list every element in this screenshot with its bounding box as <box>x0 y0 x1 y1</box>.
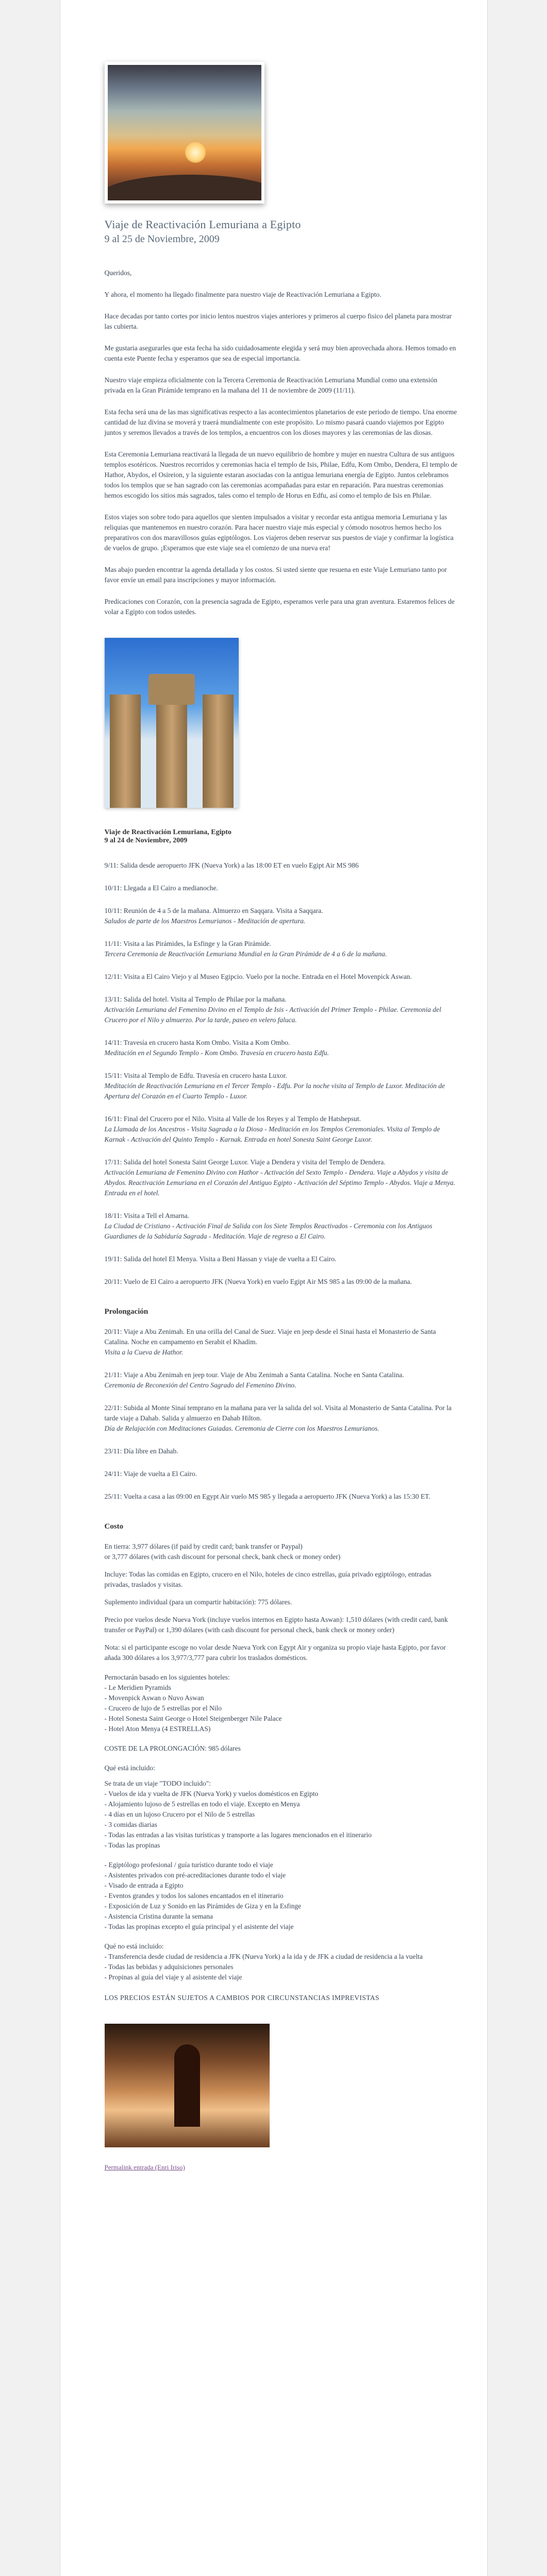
day-date: 12/11: <box>104 973 122 980</box>
intro-section <box>89 268 458 617</box>
not-included-item: - Propinas al guía del viaje y al asistente del viaje <box>104 1973 242 1981</box>
guide-item: - Asistentes privados con pré-acreditaciones durante todo el viaje <box>104 1871 286 1879</box>
intro-paragraph: Queridos, <box>104 269 132 277</box>
day-text: Visita al Templo de Edfu. Travesía en crucero hasta Luxor. <box>123 1072 287 1079</box>
itinerary-days <box>89 860 458 1287</box>
itinerary-day <box>105 1254 458 1264</box>
temple-columns-image <box>105 638 239 808</box>
temple-doorway-image <box>105 2024 270 2147</box>
day-text: Visita a El Cairo Viejo y al Museo Egipcio. Vuelo por la noche. Entrada en el Hotel Movenpick Aswan. <box>123 973 412 980</box>
day-note: Día de Relajación con Meditaciones Guiadas. Ceremonia de Cierre con los Maestros Lemurianos. <box>104 1425 379 1432</box>
itinerary-day <box>105 1157 458 1198</box>
guide-item: - Todas las propinas excepto el guía principal y el asistente del viaje <box>104 1923 294 1930</box>
day-note: Meditación de Reactivación Lemuriana en el Tercer Templo - Edfu. Por la noche visita al Templo de Luxor. Meditación de Apertura del Corazón en el Cuarto Templo - Luxor. <box>104 1082 445 1100</box>
day-text: Salida desde aeropuerto JFK (Nueva York) a las 18:00 ET en vuelo Egipt Air MS 986 <box>120 861 359 869</box>
day-date: 20/11: <box>104 1278 122 1285</box>
hotels-intro: Pernoctarán basado en los siguientes hoteles: <box>104 1673 230 1681</box>
intro-paragraph: Hace decadas por tanto cortes por inicio lentos nuestros viajes anteriores y primeros al cuerpo fisico del planeta para mostrar las cubierta. <box>104 312 452 330</box>
itinerary-day <box>105 994 458 1025</box>
day-date: 11/11: <box>104 940 122 947</box>
itinerary-day <box>105 1492 458 1502</box>
extension-title: Prolongación <box>104 1308 148 1316</box>
cost-lines <box>89 1541 458 2003</box>
day-text: Salida del hotel Sonesta Saint George Luxor. Viaje a Dendera y visita del Templo de Dendera. <box>123 1158 386 1166</box>
day-text: Salida del hotel El Menya. Visita a Beni Hassan y viaje de vuelta a El Cairo. <box>123 1255 337 1263</box>
included-item: - 4 días en un lujoso Crucero por el Nilo de 5 estrellas <box>104 1810 255 1818</box>
day-text: Subida al Monte Sinaí temprano en la mañana para ver la salida del sol. Visita al Monasterio de Santa Catalina. Por la tarde viaje a Dahab. Salida y almuerzo en Dahab Hilton. <box>104 1404 452 1422</box>
guide-item: - Visado de entrada a Egipto <box>104 1882 184 1889</box>
page-content <box>60 0 488 2576</box>
hotel-item: - Hotel Aton Menya (4 ESTRELLAS) <box>104 1725 211 1733</box>
day-text: Visita a Tell el Amarna. <box>123 1212 189 1219</box>
hotel-item: - Crucero de lujo de 5 estrellas por el Nilo <box>104 1704 222 1712</box>
included-intro: Se trata de un viaje "TODO incluido": <box>104 1780 211 1787</box>
day-note: Meditación en el Segundo Templo - Kom Ombo. Travesía en crucero hasta Edfu. <box>104 1049 329 1057</box>
day-text: Viaje de vuelta a El Cairo. <box>123 1470 197 1478</box>
page-subtitle: 9 al 25 de Noviembre, 2009 <box>104 233 220 245</box>
guide-item: - Egiptólogo profesional / guía turístico durante todo el viaje <box>104 1861 273 1869</box>
hotel-item: - Hotel Sonesta Saint George o Hotel Steigenberger Nile Palace <box>104 1715 282 1722</box>
day-date: 24/11: <box>104 1470 122 1478</box>
itinerary-day <box>105 1327 458 1358</box>
itinerary-day <box>105 1277 458 1287</box>
not-included-title: Qué no está incluido: <box>104 1942 164 1950</box>
day-note: Visita a la Cueva de Hathor. <box>104 1348 184 1356</box>
cost-line: or 3,777 dólares (with cash discount for personal check, bank check or money order) <box>104 1553 341 1561</box>
itinerary-day <box>105 1071 458 1101</box>
included-item: - Todas las propinas <box>104 1841 160 1849</box>
day-date: 21/11: <box>104 1371 122 1379</box>
included-item: - Todas las entradas a las visitas turísticas y transporte a las lugares mencionados en el itinerario <box>104 1831 372 1839</box>
day-text: Final del Crucero por el Nilo. Visita al Valle de los Reyes y al Templo de Hatshepsut. <box>123 1115 361 1123</box>
not-included-item: - Todas las bebidas y adquisiciones personales <box>104 1963 234 1971</box>
itinerary-day <box>105 972 458 982</box>
cost-title: Costo <box>104 1522 124 1531</box>
day-date: 25/11: <box>104 1493 122 1500</box>
guide-item: - Asistencia Cristina durante la semana <box>104 1912 213 1920</box>
day-date: 16/11: <box>104 1115 122 1123</box>
day-text: Vuelta a casa a las 09:00 en Egypt Air vuelo MS 985 y llegada a aeropuerto JFK (Nueva York) a las 15:30 ET. <box>123 1493 430 1500</box>
day-text: Salida del hotel. Visita al Templo de Philae por la mañana. <box>123 995 287 1003</box>
day-date: 10/11: <box>104 907 122 914</box>
day-text: Vuelo de El Cairo a aeropuerto JFK (Nueva York) en vuelo Egipt Air MS 985 a las 09:00 de la mañana. <box>123 1278 412 1285</box>
day-text: Día libre en Dahab. <box>123 1447 178 1455</box>
day-text: Viaje a Abu Zenimah en jeep tour. Viaje de Abu Zenimah a Santa Catalina. Noche en Santa Catalina. <box>123 1371 404 1379</box>
intro-paragraph: Nuestro viaje empieza oficialmente con la Tercera Ceremonia de Reactivación Lemuriana Mundial como una extensión privada en la Gran Pirámide temprano en la mañana del 11 de noviembre de 2009 (11/11). <box>104 376 438 394</box>
day-note: Tercera Ceremonia de Reactivación Lemuriana Mundial en la Gran Pirámide de 4 a 6 de la mañana. <box>104 950 387 958</box>
itinerary-day <box>105 1038 458 1058</box>
included-title: Qué está incluido: <box>104 1764 155 1772</box>
itinerary-day <box>105 906 458 926</box>
day-date: 17/11: <box>104 1158 122 1166</box>
day-note: Ceremonia de Reconexión del Centro Sagrado del Femenino Divino. <box>104 1381 296 1389</box>
day-date: 20/11: <box>104 1328 122 1335</box>
itinerary-title: Viaje de Reactivación Lemuriana, Egipto <box>104 828 231 836</box>
not-included-item: - Transferencia desde ciudad de residencia a JFK (Nueva York) a la ida y de JFK a ciudad de residencia a la vuelta <box>104 1953 423 1960</box>
itinerary-day <box>105 939 458 959</box>
cost-line: Precio por vuelos desde Nueva York (incluye vuelos internos en Egipto hasta Aswan): 1,510 dólares (with credit card, bank transfer or PayPal) or 1,390 dólares (with cash discount for personal check, bank check or money order) <box>104 1616 448 1634</box>
day-date: 14/11: <box>104 1039 122 1046</box>
itinerary-dates: 9 al 24 de Noviembre, 2009 <box>104 837 188 844</box>
day-note: Activación Lemuriana del Femenino Divino en el Templo de Isis - Activación del Primer Templo - Philae. Ceremonia del Crucero por el Nilo y almuerzo. Por la tarde, paseo en velero faluca. <box>104 1006 441 1024</box>
intro-paragraph: Y ahora, el momento ha llegado finalmente para nuestro viaje de Reactivación Lemuriana a Egipto. <box>104 291 382 298</box>
intro-paragraph: Esta fecha será una de las mas significativas respecto a las acontecimientos planetarios de este periodo de tiempo. Una enorme cantidad de luz divina se moverá y traerá mundialmente con este propósito. Lo mismo pasará cuando viajemos por Egipto juntos y seremos llevados a través de los templos, a encuentros con los dioses mayores y las ceremonias de las diosas. <box>104 408 457 436</box>
cost-line: En tierra: 3,977 dólares (if paid by credit card; bank transfer or Paypal) <box>104 1543 303 1550</box>
itinerary-day <box>105 860 458 871</box>
page-title: Viaje de Reactivación Lemuriana a Egipto <box>104 218 301 231</box>
day-text: Viaje a Abu Zenimah. En una orilla del Canal de Suez. Viaje en jeep desde el Sinaí hasta el Monasterio de Santa Catalina. Noche en campamento en Serabit el Khadim. <box>104 1328 436 1346</box>
intro-paragraph: Estos viajes son sobre todo para aquellos que sienten impulsados a visitar y recordar esta antigua memoria Lemuriana y las reliquias que mantenemos en nuestro corazón. Para hacer nuestro viaje más especial y cómodo nosotros hemos hecho los preparativos con dos maravillosos guías egiptólogos. Los viajeros deben reservar sus puestos de viaje y confirmar la logística de vuelos de grupo. ¡Esperamos que este viaje sea el comienzo de una nueva era! <box>104 513 454 552</box>
price-footnote: LOS PRECIOS ESTÁN SUJETOS A CAMBIOS POR CIRCUNSTANCIAS IMPREVISTAS <box>104 1994 379 2002</box>
day-text: Travesía en crucero hasta Kom Ombo. Visita a Kom Ombo. <box>123 1039 290 1046</box>
day-text: Visita a las Pirámides, la Esfinge y la Gran Pirámide. <box>123 940 271 947</box>
cost-line: Nota: si el participante escoge no volar desde Nueva York con Egypt Air y organiza su propio viaje hasta Egipto, por favor añada 300 dólares a los 3,977/3,777 para cubrir los traslados domésticos. <box>104 1643 446 1662</box>
included-item: - Vuelos de ida y vuelta de JFK (Nueva York) y vuelos domésticos en Egipto <box>104 1790 319 1798</box>
day-date: 18/11: <box>104 1212 122 1219</box>
itinerary-day <box>105 1211 458 1242</box>
extension-cost: COSTE DE LA PROLONGACIÓN: 985 dólares <box>104 1744 241 1752</box>
hotel-item: - Le Meridien Pyramids <box>104 1684 171 1691</box>
included-item: - 3 comidas diarias <box>104 1821 157 1828</box>
guide-item: - Eventos grandes y todos los salones encantados en el itinerario <box>104 1892 284 1900</box>
intro-paragraph: Predicaciones con Corazón, con la presencia sagrada de Egipto, esperamos verle para una gran aventura. Estaremos felices de volar a Egipto con todos ustedes. <box>104 598 455 616</box>
day-date: 15/11: <box>104 1072 122 1079</box>
itinerary-day <box>105 1469 458 1479</box>
day-note: La Llamada de los Ancestros - Visita Sagrada a la Diosa - Meditación en los Templos Ceremoniales. Visita al Templo de Karnak - Activación del Quinto Templo - Karnak. Entrada en hotel Sonesta Saint George Luxor. <box>104 1125 440 1143</box>
guide-item: - Exposición de Luz y Sonido en las Pirámides de Giza y en la Esfinge <box>104 1902 302 1910</box>
intro-paragraph: Esta Ceremonia Lemuriana reactivará la llegada de un nuevo equilibrio de hombre y mujer en nuestra Cultura de sus antiguos templos esotéricos. Nuestros recorridos y ceremonias hacia el templo de Isis, Philae, Edfu, Kom Ombo, Dendera, El templo de Hathor, Abydos, el Osireion, y la siguiente estaran asociadas con la antigua lemuriana energía de Egipto. Juntos celebramos todos los templos que se han sagrado con las ceremonias acompañadas para estar en reparación. Para nuestras ceremonias hemos escogido los sitios más sagrados, tales como el templo de Horus en Edfu, así como el templo de Isis en Philae. <box>104 450 458 499</box>
day-note: Saludos de parte de los Maestros Lemurianos - Meditación de apertura. <box>104 917 306 925</box>
intro-paragraph: Mas abajo pueden encontrar la agenda detallada y los costos. Si usted siente que resuena en este Viaje Lemuriano tanto por favor envíe un email para inscripciones y mayor información. <box>104 566 447 584</box>
itinerary-day <box>105 1370 458 1391</box>
itinerary-day <box>105 883 458 893</box>
day-date: 23/11: <box>104 1447 122 1455</box>
cost-line: Incluye: Todas las comidas en Egipto, crucero en el Nilo, hoteles de cinco estrellas, guía privado egiptólogo, entradas privadas, traslados y visitas. <box>104 1570 432 1588</box>
cost-line: Suplemento individual (para un compartir habitación): 775 dólares. <box>104 1598 292 1606</box>
itinerary-day <box>105 1114 458 1145</box>
day-note: La Ciudad de Cristiano - Activación Final de Salida con los Siete Templos Reactivados - Ceremonia con los Antiguos Guardianes de la Sabiduría Sagrada - Meditación. Viaje de regreso a El Cairo. <box>104 1222 433 1240</box>
permalink-link[interactable]: Permalink entrada (Enri Iriso) <box>104 2163 185 2171</box>
day-date: 22/11: <box>104 1404 122 1412</box>
hotel-item: - Movenpick Aswan o Nuvo Aswan <box>104 1694 204 1702</box>
day-date: 13/11: <box>104 995 122 1003</box>
included-item: - Alojamiento lujoso de 5 estrellas en todo el viaje. Excepto en Menya <box>104 1800 300 1808</box>
day-date: 9/11: <box>104 861 119 869</box>
day-text: Llegada a El Cairo a medianoche. <box>123 884 218 892</box>
day-note: Activación Lemuriana de Femenino Divino con Hathor - Activación del Sexto Templo - Dendera. Viaje a Abydos y visita de Abydos. Reactivación Lemuriana en el Corazón del Antiguo Egipto - Activación del Séptimo Templo - Abydos. Viaje a Menya. Entrada en el hotel. <box>104 1168 456 1197</box>
hero-sunset-image <box>105 62 264 204</box>
intro-paragraph: Me gustaria asegurarles que esta fecha ha sido cuidadosamente elegida y será muy bien aprovechada ahora. Hemos tomado en cuenta este Puente fecha y esperamos que sea de especial importancia. <box>104 344 456 362</box>
extension-days <box>89 1327 458 1502</box>
day-date: 10/11: <box>104 884 122 892</box>
itinerary-day <box>105 1403 458 1434</box>
itinerary-day <box>105 1446 458 1456</box>
day-text: Reunión de 4 a 5 de la mañana. Almuerzo en Saqqara. Visita a Saqqara. <box>123 907 323 914</box>
day-date: 19/11: <box>104 1255 122 1263</box>
